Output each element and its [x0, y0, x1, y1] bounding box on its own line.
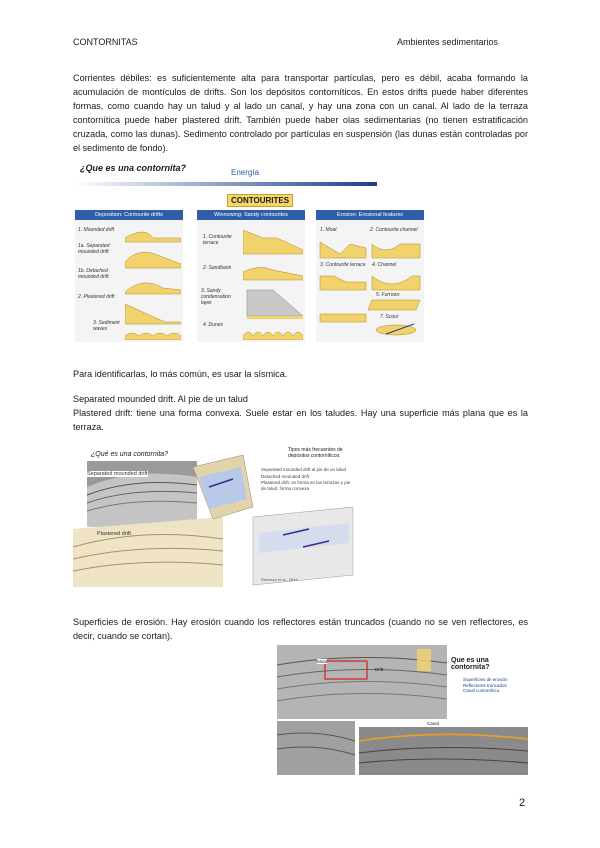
column-erosion — [316, 210, 424, 342]
list-item: Superficies de erosión — [463, 677, 508, 682]
column-heading: Erosion: Erosional features — [316, 210, 424, 220]
list-item: 4. Dunes — [203, 322, 224, 328]
list-item: 4. Channel — [372, 262, 397, 268]
column-heading: Deposition: Contourite drifts — [75, 210, 183, 220]
list-item: 3. Sandy condensation layer — [201, 288, 231, 306]
column-heading: Winnowing: Sandy contourites — [197, 210, 305, 220]
list-item: 1a. Separated mounded drift — [78, 243, 110, 255]
figure3-tag-c: Canal — [427, 721, 439, 726]
paragraph-superficies-erosion: Superficies de erosión. Hay erosión cuando los reflectores están truncados (cuando no se ven reflectores, es decir, cuando se cortan). — [73, 617, 528, 641]
paragraph-sismica: Para identificarlas, lo más común, es usar la sísmica. — [73, 369, 288, 379]
column-winnowing — [197, 210, 305, 342]
figure2-title: ¿Qué es una contornita? — [91, 451, 169, 458]
figure3-title: Que es una contornita? — [451, 657, 490, 671]
figure-erosion-surfaces — [277, 645, 528, 775]
figure3-tag-a: Moat — [317, 659, 328, 664]
list-item: Canal contornítico — [463, 688, 500, 693]
list-item: 1. Contourite terrace — [203, 234, 232, 246]
header-right: Ambientes sedimentarios — [397, 37, 499, 47]
list-item: 1b. Detached mounded drift — [78, 268, 109, 280]
list-item: 3. Sediment waves — [93, 320, 120, 332]
erosion-sketches — [316, 230, 424, 342]
list-item: Detached mounded drift — [261, 473, 310, 479]
label-separated-drift: Separated mounded drift — [87, 471, 148, 477]
list-item: 3. Contourite terrace — [320, 262, 366, 268]
figure1-banner-bar — [72, 182, 377, 186]
list-item: 2. Plastered drift — [78, 294, 115, 300]
paragraph-separated-drift: Separated mounded drift. Al pie de un talud — [73, 394, 248, 404]
list-item: 2. Contourite channel — [370, 227, 418, 233]
paragraph-plastered-drift: Plastered drift: tiene una forma convexa. Suele estar en los taludes. Hay una superficie más plana que es la terraza. — [73, 408, 528, 432]
list-item: 1. Moat — [320, 227, 337, 233]
list-item: 1. Mounded drift — [78, 227, 115, 233]
figure2-side-title: Tipos más frecuentes de depósitos contorníticos: — [288, 447, 343, 459]
list-item: Plastered drift: se forma en las terrazas y pie de talud, forma convexa — [261, 480, 351, 491]
deposition-sketches — [125, 224, 181, 340]
figure2-bullets — [261, 467, 356, 492]
figure1-banner: CONTOURITES — [227, 194, 293, 207]
paragraph-corrientes: Corrientes débiles: es suficientemente alta para transportar partículas, pero es débil, acaba formando la acumulación de montículos de drifts. Son los depósitos contorníticos. En estos drifts puede haber diferentes formas, como cuando hay un talud y al lado un canal, y hay una zona con un canal. Al lado de la terraza contornítica puede haber plastered drift. También puede haber olas sedimentarias (no tienen estratificación cruzada, como las dunas). Sedimento controlado por partículas en suspensión (las dunas están controladas por el sedimento de fondo). — [73, 73, 528, 153]
label-plastered-drift: Plastered drift — [97, 531, 131, 537]
list-item: 7. Scour — [380, 314, 399, 320]
list-item: Separated mounded drift al pie de un talud — [261, 467, 347, 472]
header-left: CONTORNITAS — [73, 37, 138, 47]
list-item: 5. Furrows — [376, 292, 400, 298]
figure1-title: ¿Que es una contornita? — [80, 163, 187, 173]
page-number: 2 — [519, 797, 526, 809]
list-item: Reflectores truncados — [463, 682, 507, 688]
figure3-tag-b: Drift — [375, 667, 384, 672]
figure-contourites-types — [72, 162, 442, 344]
figure-seismic-drifts — [73, 447, 359, 587]
winnowing-sketches — [243, 224, 303, 340]
list-item: 2. Sandbank — [203, 265, 232, 271]
figure1-brand: Energía — [231, 168, 260, 177]
figure3-labels — [463, 677, 527, 694]
figure2-source: Rebesco et al., 2014 — [261, 577, 298, 582]
column-deposition — [75, 210, 183, 342]
